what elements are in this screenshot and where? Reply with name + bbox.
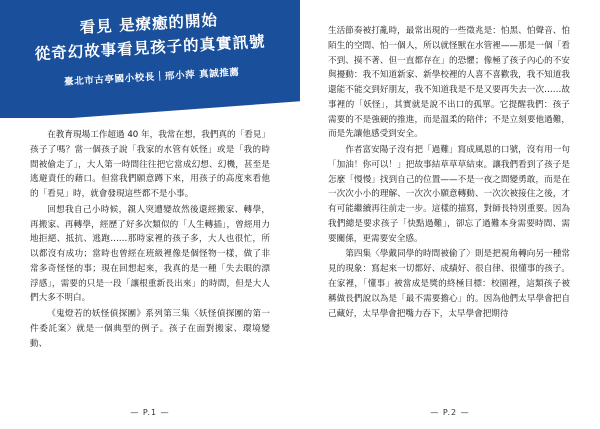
banner-title-line2: 從奇幻故事看見孩子的真實訊號	[34, 32, 267, 64]
paragraph: 《鬼燈若的妖怪偵探團》系列第三集〈妖怪偵探團的第一件委託案〉就是一個典型的例子。孩子在面對搬家、環境變動、	[30, 309, 270, 349]
paragraph: 在教育現場工作超過 40 年，我常在想，我們真的「看見」孩子了嗎？當一個孩子說「我家的水管有妖怪」或是「我的時間被偷走了」，大人第一時間往往把它當成幻想、幻機，甚至是逃避責任的藉口。但當我們願意蹲下來，用孩子的高度來看他的「看見」時，就會發現這些都不是小事。	[30, 130, 270, 200]
page-number-right: — P.2 —	[430, 408, 470, 417]
page-number-left: — P.1 —	[130, 408, 170, 417]
paragraph: 生活節奏被打亂時，最常出現的一些徵兆是：怕黑、怕聲音、怕陌生的空間、怕一個人，所以就怪獸在水管裡——那是一個「看不到、摸不著、但一直都存在」的恐懼；像極了孩子內心的不安與擾動：我不知道新家、新學校裡的人喜不喜歡我，我不知道我還能不能交到好朋友，我不知道我是不是又要再失去一次……故事裡的「妖怪」，其實就是說不出口的孤單。它提醒我們：孩子需要的不是強硬的推進，而是溫柔的陪伴；不是立刻要他過難，而是先讓他感受到安全。	[328, 26, 570, 140]
left-page-body	[0, 118, 300, 351]
paragraph: 作者富安陽子沒有把「過難」寫成風恩的口號，沒有用一句「加油！你可以！」把故事結草草草結束。讓我們看到了孩子是怎麼「慢慢」找到自己的位置——不是一夜之間變勇敢，而是在一次次小小的理解、一次次小願意轉動、一次次被接住之後，才有可能繼續再往前走一步。這樣的描寫，對師長特別重要。因為我們總是要求孩子「快點過難」，卻忘了過難本身需要時間、需要關係，更需要安全感。	[328, 145, 570, 244]
banner-title-line1: 看見 是療癒的開始	[79, 11, 219, 37]
paragraph: 回想我自己小時候，親人突遭變故然後還經搬家、轉學，再搬家、再轉學，經歷了好多次類似的「人生轉插」，曾經用力地拒絕、抵抗、逃跑……那時家裡的孩子多，大人也很忙，所以都沒有成功；當時也曾經在班級裡像是個怪物一樣，做了非常多奇怪怪的事；現在回想起來，我真的是一種「失去眼的漂浮感」，需要的只是一段「讓根重新長出來」的時間，但是大人們大多不明白。	[30, 204, 270, 304]
right-page	[300, 0, 600, 429]
banner-subtitle: 臺北市古亭國小校長｜邢小萍 真誠推薦	[63, 67, 240, 88]
chapter-banner	[0, 0, 300, 118]
paragraph: 第四集〈學戴同學的時間被偷了〉則是把視角轉向另一種常見的現象：寫起來一切都好、成績好、很自律、很懂事的孩子。在家裡，「懂事」被當成是獎的終極目標：校園裡，這類孩子被稱做長們說以為是「最不需要擔心」的。因為他們太早學會把自己藏好，太早學會把嘴力吞下，太早學會把期待	[328, 249, 570, 319]
right-page-body	[300, 0, 600, 321]
